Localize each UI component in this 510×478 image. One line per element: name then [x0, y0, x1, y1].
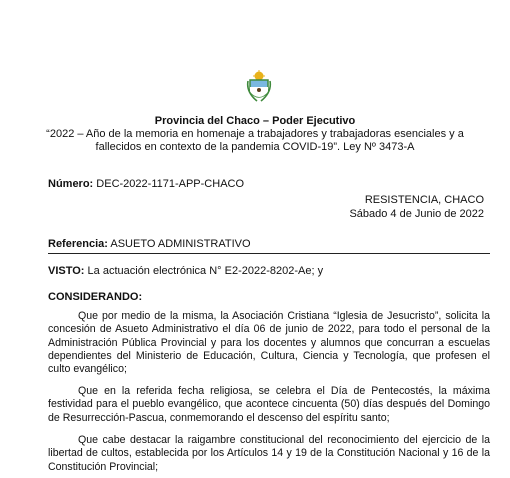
referencia-value: ASUETO ADMINISTRATIVO: [110, 238, 251, 250]
considerando-paragraph: Que por medio de la misma, la Asociación Cristiana “Iglesia de Jesucristo”, solicita la concesión de Asueto Administrativo el día 06 de junio de 2022, para todo el personal de la Administración Pública Provincial y para los docentes y alumnos que concurran a escuelas dependientes del Ministerio de Educación, Cultura, Ciencia y Tecnología, que profesen el culto evangélico;: [48, 310, 490, 376]
considerando-paragraph: Que en la referida fecha religiosa, se celebra el Día de Pentecostés, la máxima festividad para el pueblo evangélico, que acontece cincuenta (50) días después del Domingo de Resurrección-Pascua, conmemorando el descenso del espíritu santo;: [48, 385, 490, 424]
province-heading: Provincia del Chaco – Poder Ejecutivo: [154, 115, 356, 127]
place: RESISTENCIA, CHACO: [364, 194, 484, 206]
numero-label: Número:: [48, 178, 94, 190]
motto-line-2: fallecidos en contexto de la pandemia COVID-19”. Ley Nº 3473-A: [95, 141, 415, 153]
considerando-paragraph: Que cabe destacar la raigambre constitucional del reconocimiento del ejercicio de la libertad de cultos, establecida por los Artículos 14 y 19 de la Constitución Nacional y 16 de la Constitución Provincial;: [48, 434, 490, 473]
considerando-heading: CONSIDERANDO:: [48, 291, 143, 303]
referencia-row: [48, 238, 251, 251]
numero-row: [48, 178, 244, 191]
divider: [48, 253, 490, 254]
motto-line-1: “2022 – Año de la memoria en homenaje a trabajadores y trabajadoras esenciales y a: [46, 128, 464, 140]
referencia-label: Referencia:: [48, 238, 108, 250]
visto-label: VISTO:: [48, 265, 85, 277]
numero-value: DEC-2022-1171-APP-CHACO: [96, 178, 245, 190]
visto-value: La actuación electrónica N° E2-2022-8202-Ae; y: [87, 265, 324, 277]
coat-of-arms-icon: [246, 70, 272, 104]
visto-row: [48, 265, 323, 278]
date: Sábado 4 de Junio de 2022: [349, 208, 484, 220]
